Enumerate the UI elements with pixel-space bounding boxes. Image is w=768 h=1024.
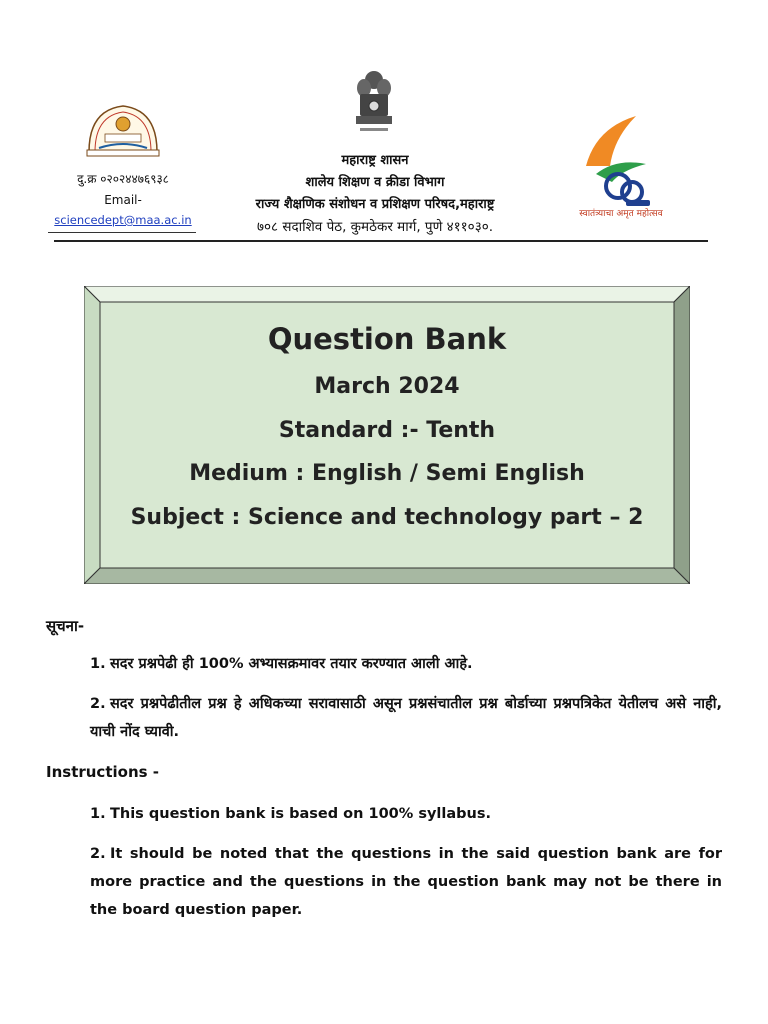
header-divider xyxy=(54,240,708,242)
email-link[interactable]: sciencedept@maa.ac.in xyxy=(54,213,192,227)
header-left xyxy=(48,100,198,228)
scert-logo xyxy=(85,100,161,158)
marathi-notes-heading: सूचना- xyxy=(46,617,85,635)
email-label: Email- xyxy=(104,193,142,207)
document-subject: Subject : Science and technology part – 2 xyxy=(130,505,644,530)
document-medium: Medium : English / Semi English xyxy=(189,461,585,486)
list-item-text: This question bank is based on 100% syllabus. xyxy=(110,806,491,822)
phone-number: दु.क्र ०२०२४४७६९३८ xyxy=(77,172,169,186)
list-item-text: सदर प्रश्नपेढीतील प्रश्न हे अधिकच्या सरावासाठी असून प्रश्नसंचातील प्रश्न बोर्डाच्या प्रश्नपत्रिकेत येतीलच असे नाही, याची नोंद घ्यावी. xyxy=(90,696,722,740)
document-title: Question Bank xyxy=(267,322,507,356)
list-item-text: सदर प्रश्नपेढी ही 100% अभ्यासक्रमावर तयार करण्यात आली आहे. xyxy=(110,656,473,672)
list-number: 2. xyxy=(90,696,106,712)
list-number: 2. xyxy=(90,846,106,862)
marathi-note-1 xyxy=(90,650,722,678)
marathi-note-2 xyxy=(90,690,722,746)
instructions-heading: Instructions - xyxy=(46,763,159,781)
azadi-caption: स्वातंत्र्याचा अमृत महोत्सव xyxy=(579,209,663,219)
title-box xyxy=(100,302,674,568)
document-date: March 2024 xyxy=(314,374,460,399)
instruction-1 xyxy=(90,800,722,828)
document-standard: Standard :- Tenth xyxy=(278,418,496,443)
department-header xyxy=(210,150,540,238)
gov-line-1: महाराष्ट्र शासन xyxy=(341,153,409,168)
list-number: 1. xyxy=(90,656,106,672)
list-item-text: It should be noted that the questions in the said question bank are for more practice and the questions in the question bank may not be there in the board question paper. xyxy=(90,846,722,918)
gov-line-3: राज्य शैक्षणिक संशोधन व प्रशिक्षण परिषद,महाराष्ट्र xyxy=(255,197,495,212)
left-divider xyxy=(48,232,196,233)
national-emblem xyxy=(352,68,396,136)
gov-address: ७०८ सदाशिव पेठ, कुमठेकर मार्ग, पुणे ४११०३०. xyxy=(256,219,494,235)
list-number: 1. xyxy=(90,806,106,822)
gov-line-2: शालेय शिक्षण व क्रीडा विभाग xyxy=(305,175,445,190)
instruction-2 xyxy=(90,840,722,924)
